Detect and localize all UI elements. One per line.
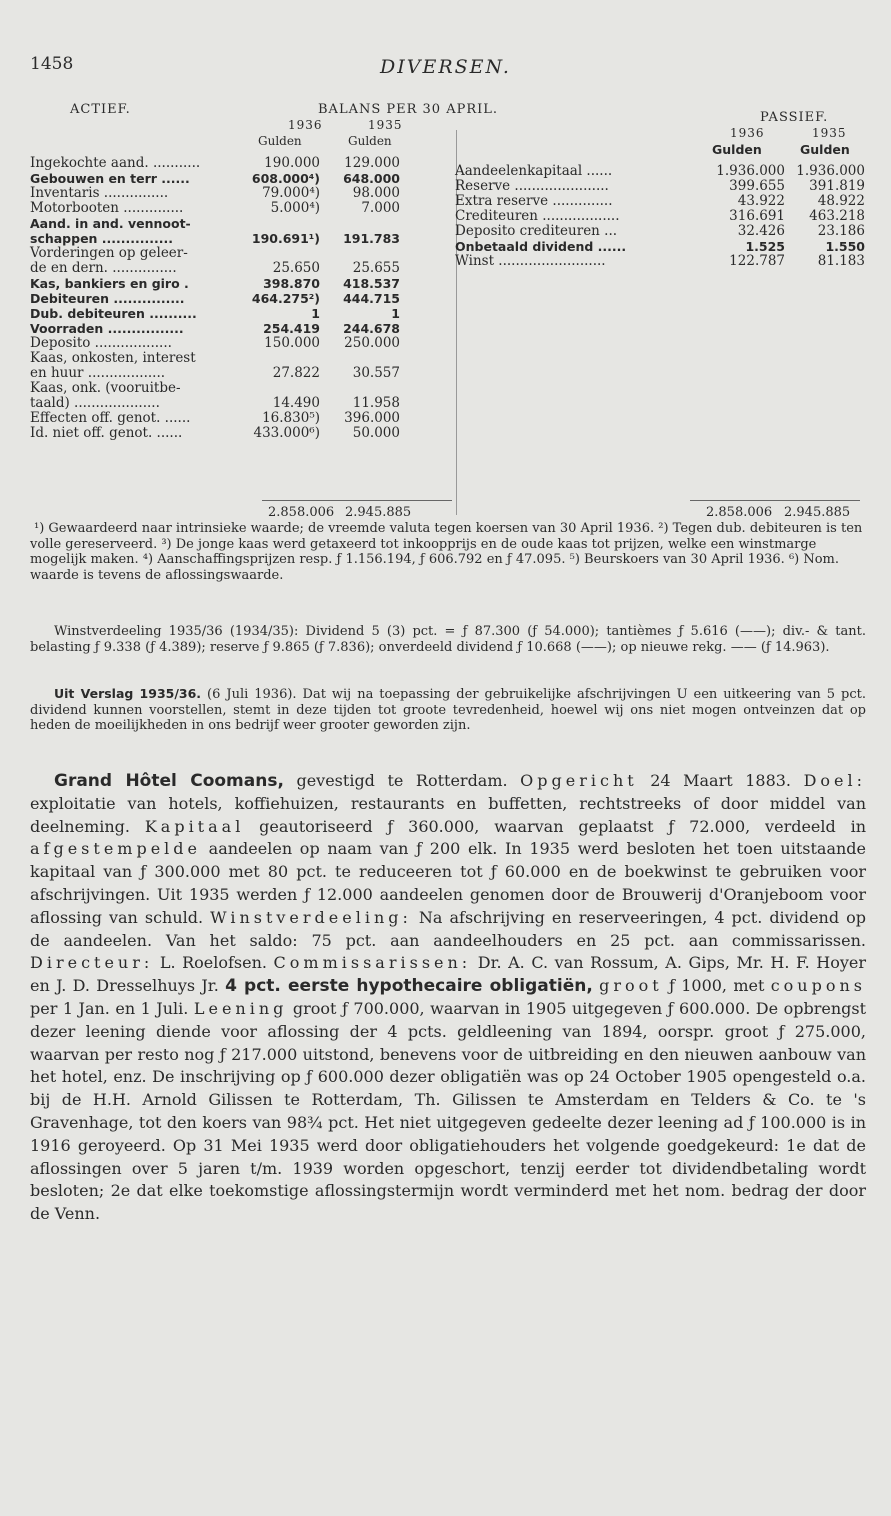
label-afgestempelde: afgestempelde xyxy=(30,839,201,859)
page-number: 1458 xyxy=(30,54,74,74)
company-text-8: Dr. A. C. van Rossum, A. Gips, Mr. H. F. Hoyer en J. D. Dresselhuys Jr. xyxy=(30,953,867,996)
actief-row-value-1936: 16.830⁵) xyxy=(262,410,320,426)
label-opgericht: Opgericht xyxy=(520,771,638,790)
passief-total-1936: 2.858.006 xyxy=(706,505,773,520)
actief-row xyxy=(30,351,450,366)
passief-row xyxy=(455,254,875,269)
verslag-heading: Uit Verslag 1935/36. xyxy=(54,686,202,701)
actief-row-value-1935: 25.655 xyxy=(352,260,400,276)
label-groot: groot xyxy=(599,976,663,996)
actief-row-value-1936: 1 xyxy=(311,306,320,321)
actief-row-value-1936: 79.000⁴) xyxy=(262,185,320,201)
actief-sum-line xyxy=(262,500,452,501)
actief-row-value-1936: 25.650 xyxy=(272,260,320,276)
actief-row-value-1936: 254.419 xyxy=(263,321,320,336)
running-head: DIVERSEN. xyxy=(380,56,511,78)
actief-row-label: Motorbooten .............. xyxy=(30,200,184,216)
actief-row-label: schappen ............... xyxy=(30,231,174,246)
actief-row xyxy=(30,276,450,291)
label-kapitaal: Kapitaal xyxy=(144,816,245,836)
passief-row xyxy=(455,194,875,209)
actief-row-value-1935: 50.000 xyxy=(352,425,400,441)
label-obligatien: 4 pct. eerste hypothecaire obligatiën, xyxy=(225,976,593,997)
actief-row-label: Kaas, onk. (vooruitbe- xyxy=(30,380,181,396)
actief-row xyxy=(30,246,450,261)
actief-row-value-1936: 433.000⁶) xyxy=(253,425,320,441)
actief-label: ACTIEF. xyxy=(70,102,131,117)
actief-row-value-1935: 444.715 xyxy=(343,291,400,306)
actief-row-value-1935: 191.783 xyxy=(343,231,400,246)
actief-row xyxy=(30,261,450,276)
label-directeur: Directeur: xyxy=(30,953,154,973)
actief-row-label: Aand. in and. vennoot- xyxy=(30,216,191,231)
passief-row-label: Winst ......................... xyxy=(455,253,606,269)
actief-row-value-1936: 190.000 xyxy=(264,155,320,171)
company-text-4: geautoriseerd ƒ 360.000, waarvan geplaatst ƒ 72.000, verdeeld in xyxy=(244,816,867,836)
actief-row-value-1936: 27.822 xyxy=(272,365,320,381)
actief-year-1936: 1936 xyxy=(288,118,323,132)
actief-row-label: Kas, bankiers en giro . xyxy=(30,276,189,291)
actief-row-value-1936: 5.000⁴) xyxy=(270,200,320,216)
actief-column xyxy=(30,156,450,441)
actief-row-value-1935: 250.000 xyxy=(344,335,400,351)
actief-row-label: de en dern. ............... xyxy=(30,260,177,276)
actief-row-value-1936: 398.870 xyxy=(263,276,320,291)
passief-row-value-1936: 122.787 xyxy=(729,253,785,269)
company-text-3: exploitatie van hotels, koffiehuizen, restaurants en buffetten, rechtstreeks of door middel van deelneming. xyxy=(30,793,866,836)
passief-total-1935: 2.945.885 xyxy=(784,505,851,520)
passief-row-value-1936: 316.691 xyxy=(729,208,785,224)
company-text-1: gevestigd te Rotterdam. xyxy=(283,771,521,790)
actief-row xyxy=(30,396,450,411)
actief-row xyxy=(30,411,450,426)
actief-row xyxy=(30,381,450,396)
label-commissarissen: Commissarissen: xyxy=(273,953,472,973)
company-text-2: 24 Maart 1883. xyxy=(637,771,804,790)
actief-row xyxy=(30,156,450,171)
passief-row-label: Crediteuren .................. xyxy=(455,208,620,224)
actief-row-label: Gebouwen en terr ...... xyxy=(30,171,190,186)
actief-row-value-1935: 418.537 xyxy=(343,276,400,291)
actief-row-value-1936: 190.691¹) xyxy=(251,231,320,246)
passief-column xyxy=(455,164,875,269)
passief-unit-1936: Gulden xyxy=(712,142,762,157)
footnotes xyxy=(30,521,866,583)
company-name: Grand Hôtel Coomans, xyxy=(54,771,284,791)
passief-row-value-1936: 399.655 xyxy=(729,178,785,194)
actief-row-value-1936: 464.275²) xyxy=(251,291,320,306)
passief-sum-line xyxy=(690,500,860,501)
company-text-7: L. Roelofsen. xyxy=(153,953,274,973)
actief-total-1935: 2.945.885 xyxy=(345,505,412,520)
label-coupons: coupons xyxy=(770,976,866,996)
actief-total-1936: 2.858.006 xyxy=(268,505,335,520)
passief-row xyxy=(455,164,875,179)
passief-row xyxy=(455,209,875,224)
actief-row xyxy=(30,336,450,351)
actief-row-value-1936: 608.000⁴) xyxy=(251,171,320,186)
company-text-10: ƒ 1000, met xyxy=(662,976,771,996)
passief-year-1935: 1935 xyxy=(812,126,847,140)
actief-row xyxy=(30,216,450,231)
actief-row-value-1935: 30.557 xyxy=(352,365,400,381)
actief-row xyxy=(30,291,450,306)
passief-label: PASSIEF. xyxy=(760,110,829,125)
actief-row-value-1935: 11.958 xyxy=(352,395,400,411)
company-text-12: groot ƒ 700.000, waarvan in 1905 uitgegeven ƒ 600.000. De opbrengst dezer leening diende voor aflossing der 4 pcts. geldleening van 1894, oorspr. groot ƒ 275.000, waarvan per resto nog ƒ 217.000 uitstond, benevens voor de uitbreiding en den nieuwen aanbouw van het hotel, enz. De inschrijving op ƒ 600.000 dezer obligatiën was op 24 October 1905 opengesteld o.a. bij de H.H. Arnold Gilissen te Rotterdam, Th. Gilissen te Amsterdam en Telders & Co. te 's Gravenhage, tot den koers van 98¾ pct. Het niet uitgegeven gedeelte dezer leening ad ƒ 100.000 is in 1916 geroyeerd. Op 31 Mei 1935 werd door obligatiehouders het volgende goedgekeurd: 1e dat de aflossingen over 5 jaren t/m. 1939 worden opgeschort, tenzij eerder tot dividendbetaling wordt besloten; 2e dat elke toekomstige aflossingstermijn wordt verminderd met het nom. bedrag der door de Venn. xyxy=(30,998,867,1224)
passief-row-value-1935: 1.936.000 xyxy=(796,163,865,179)
company-entry xyxy=(30,770,866,1226)
actief-row-label: Vorderingen op geleer- xyxy=(30,245,188,261)
actief-row-label: Voorraden ................ xyxy=(30,321,184,336)
actief-row-label: Inventaris ............... xyxy=(30,185,169,201)
actief-row-label: Effecten off. genot. ...... xyxy=(30,410,191,426)
actief-row-label: Dub. debiteuren .......... xyxy=(30,306,197,321)
actief-row xyxy=(30,426,450,441)
label-leening: Leening xyxy=(193,998,288,1018)
actief-row-label: taald) .................... xyxy=(30,395,160,411)
actief-row xyxy=(30,231,450,246)
passief-row-label: Onbetaald dividend ...... xyxy=(455,239,627,254)
verslag-text: (6 Juli 1936). Dat wij na toepassing der gebruikelijke afschrijvingen U een uitkeering van 5 pct. dividend kunnen voorstellen, stemt in deze tijden tot groote tevredenheid, hoewel wij ons niet mogen ontveinzen dat op heden de moeilijkheden in ons bedrijf weer grooter geworden zijn. xyxy=(30,687,867,733)
actief-row-value-1935: 1 xyxy=(391,306,400,321)
label-doel: Doel: xyxy=(803,771,866,790)
winstverdeeling-text: Winstverdeeling 1935/36 (1934/35): Dividend 5 (3) pct. = ƒ 87.300 (ƒ 54.000); tantièmes ƒ 5.616 (——); div.- & tant. belasting ƒ 9.338 (ƒ 4.389); reserve ƒ 9.865 (ƒ 7.836); onverdeeld dividend ƒ 10.668 (——); op nieuwe rekg. —— (ƒ 14.963). xyxy=(30,624,866,655)
passief-row-value-1936: 32.426 xyxy=(737,223,785,239)
actief-row-label: Id. niet off. genot. ...... xyxy=(30,425,183,441)
actief-unit-1935: Gulden xyxy=(348,134,392,148)
passief-row xyxy=(455,224,875,239)
company-text-5: aandeelen op naam van ƒ 200 elk. In 1935 werd besloten het toen uitstaande kapitaal van ƒ 300.000 met 80 pct. te reduceeren tot ƒ 60.000 en de boekwinst te gebruiken voor afschrijvingen. Uit 1935 werden ƒ 12.000 aandeelen genomen door de Brouwerij d'Oranjeboom voor aflossing van schuld. xyxy=(30,839,866,927)
actief-row-label: Ingekochte aand. ........... xyxy=(30,155,201,171)
footnotes-text: ¹) Gewaardeerd naar intrinsieke waarde; de vreemde valuta tegen koersen van 30 April 1936. ²) Tegen dub. debiteuren is ten volle gereserveerd. ³) De jonge kaas werd getaxeerd tot inkoopprijs en de oude kaas tot prijzen, welke een winstmarge mogelijk maken. ⁴) Aanschaffingsprijzen resp. ƒ 1.156.194, ƒ 606.792 en ƒ 47.095. ⁵) Beurskoers van 30 April 1936. ⁶) Nom. waarde is tevens de aflossingswaarde. xyxy=(30,521,863,583)
balance-title: BALANS PER 30 APRIL. xyxy=(318,102,499,117)
passief-row xyxy=(455,239,875,254)
verslag-block xyxy=(30,686,866,734)
actief-row-value-1936: 150.000 xyxy=(264,335,320,351)
actief-row xyxy=(30,201,450,216)
actief-row-value-1935: 396.000 xyxy=(344,410,400,426)
company-text-11: per 1 Jan. en 1 Juli. xyxy=(30,998,194,1018)
actief-row xyxy=(30,306,450,321)
passief-row-value-1936: 1.936.000 xyxy=(716,163,785,179)
passief-unit-1935: Gulden xyxy=(800,142,850,157)
passief-row-value-1936: 43.922 xyxy=(737,193,785,209)
actief-row xyxy=(30,366,450,381)
company-text-6: Na afschrijving en reserveeringen, 4 pct. dividend op de aandeelen. Van het saldo: 75 pct. aan aandeelhouders en 25 pct. aan commissarissen. xyxy=(30,907,867,950)
passief-row-label: Reserve ...................... xyxy=(455,178,609,194)
actief-unit-1936: Gulden xyxy=(258,134,302,148)
actief-row-label: Kaas, onkosten, interest xyxy=(30,350,196,366)
actief-row xyxy=(30,321,450,336)
actief-row-value-1935: 129.000 xyxy=(344,155,400,171)
actief-row-value-1935: 244.678 xyxy=(343,321,400,336)
passief-row-value-1935: 391.819 xyxy=(809,178,865,194)
passief-row-value-1935: 48.922 xyxy=(817,193,865,209)
passief-row-value-1935: 81.183 xyxy=(817,253,865,269)
actief-row-value-1936: 14.490 xyxy=(272,395,320,411)
passief-year-1936: 1936 xyxy=(730,126,765,140)
company-paragraph xyxy=(30,770,866,1226)
label-winstverdeeling: Winstverdeeling: xyxy=(210,907,412,927)
passief-row-value-1935: 23.186 xyxy=(817,223,865,239)
passief-row-value-1936: 1.525 xyxy=(745,239,785,254)
passief-row-label: Aandeelenkapitaal ...... xyxy=(455,163,613,179)
passief-row xyxy=(455,179,875,194)
passief-row-value-1935: 463.218 xyxy=(809,208,865,224)
actief-row-label: Deposito .................. xyxy=(30,335,172,351)
actief-row-label: Debiteuren ............... xyxy=(30,291,185,306)
actief-row xyxy=(30,171,450,186)
passief-row-label: Deposito crediteuren ... xyxy=(455,223,618,239)
verslag-paragraph xyxy=(30,686,866,734)
actief-row xyxy=(30,186,450,201)
actief-row-label: en huur .................. xyxy=(30,365,166,381)
actief-row-value-1935: 7.000 xyxy=(361,200,400,216)
actief-row-value-1935: 98.000 xyxy=(352,185,400,201)
passief-row-value-1935: 1.550 xyxy=(825,239,865,254)
actief-row-value-1935: 648.000 xyxy=(343,171,400,186)
actief-year-1935: 1935 xyxy=(368,118,403,132)
winstverdeeling-block xyxy=(30,624,866,655)
passief-row-label: Extra reserve .............. xyxy=(455,193,613,209)
